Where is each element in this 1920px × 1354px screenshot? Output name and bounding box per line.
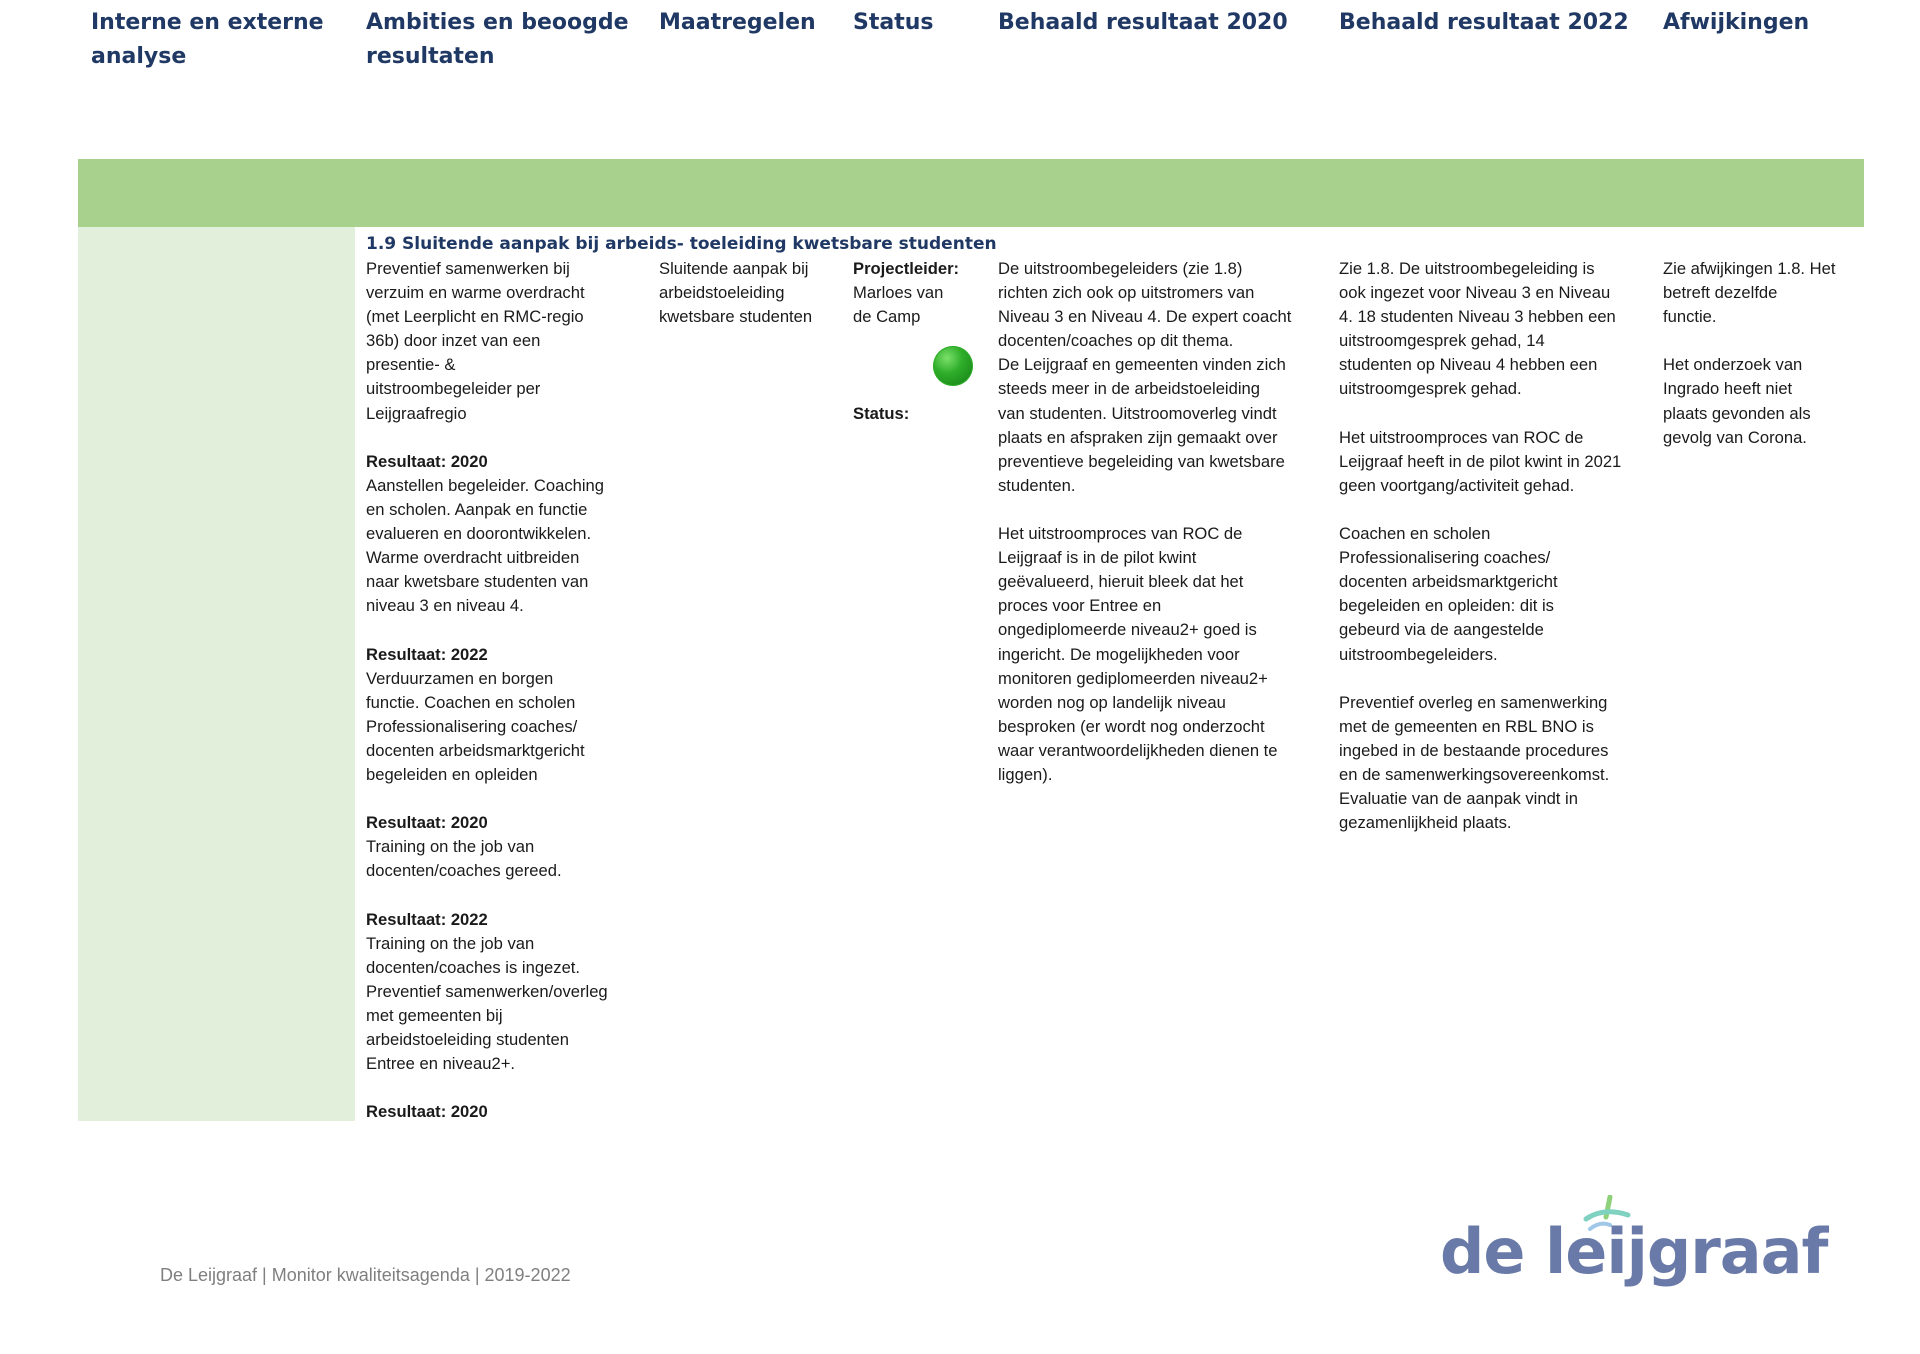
result-text: Verduurzamen en borgen functie. Coachen en scholen Professionalisering coaches/ docenten arbeidsmarktgericht begeleiden en opleiden — [366, 668, 585, 784]
header-result-2020: Behaald resultaat 2020 — [998, 10, 1288, 35]
result-2022-paragraph: Zie 1.8. De uitstroombegeleiding is ook ingezet voor Niveau 3 en Niveau 4. 18 studenten Niveau 3 hebben een uitstroomgesprek gehad, 14 studenten op Niveau 4 hebben een uitstroomgesprek gehad. — [1339, 259, 1616, 399]
measures-column — [659, 257, 844, 329]
table-header-row — [78, 159, 1864, 227]
page-footer: De Leijgraaf | Monitor kwaliteitsagenda | 2019-2022 — [160, 1265, 571, 1285]
result-label: Resultaat: 2020 — [366, 1102, 488, 1122]
header-ambitions: Ambities en beoogde resultaten — [366, 10, 629, 69]
deviations-paragraph: Zie afwijkingen 1.8. Het betreft dezelfde functie. — [1663, 259, 1836, 327]
header-deviations: Afwijkingen — [1663, 10, 1810, 35]
header-analysis: Interne en externe analyse — [91, 10, 324, 69]
measures-text: Sluitende aanpak bij arbeidstoeleiding kwetsbare studenten — [659, 259, 813, 327]
ambitions-intro: Preventief samenwerken bij verzuim en warme overdracht (met Leerplicht en RMC-regio 36b) door inzet van een presentie- & uitstroombegeleider per Leijgraafregio — [366, 259, 585, 423]
status-label: Status: — [853, 404, 910, 423]
result-text: Training on the job van docenten/coaches is ingezet. Preventief samenwerken/overleg met gemeenten bij arbeidstoeleiding studenten Entree en niveau2+. — [366, 933, 608, 1074]
ambitions-column — [366, 257, 656, 1124]
analysis-column — [78, 227, 355, 1121]
header-status: Status — [853, 10, 934, 35]
header-result-2022: Behaald resultaat 2022 — [1339, 10, 1629, 35]
result-text: Aanstellen begeleider. Coaching en scholen. Aanpak en functie evalueren en doorontwikkelen. Warme overdracht uitbreiden naar kwetsbare studenten van niveau 3 en niveau 4. — [366, 475, 605, 616]
project-leader-name: Marloes van de Camp — [853, 283, 944, 327]
result-label: Resultaat: 2022 — [366, 644, 488, 664]
result-label: Resultaat: 2022 — [366, 909, 488, 929]
section-title: 1.9 Sluitende aanpak bij arbeids- toeleiding kwetsbare studenten — [366, 234, 997, 254]
status-indicator-icon — [933, 346, 973, 386]
project-leader-label: Projectleider: — [853, 259, 960, 278]
company-logo — [1440, 1195, 1828, 1305]
result-2022-paragraph: Preventief overleg en samenwerking met de gemeenten en RBL BNO is ingebed in de bestaande procedures en de samenwerkingsovereenkomst. Evaluatie van de aanpak vindt in gezamenlijkheid plaats. — [1339, 692, 1610, 833]
status-column — [853, 257, 983, 329]
result-2022-column — [1339, 257, 1659, 835]
deviations-paragraph: Het onderzoek van Ingrado heeft niet plaats gevonden als gevolg van Corona. — [1663, 355, 1811, 447]
result-label: Resultaat: 2020 — [366, 813, 488, 833]
result-label: Resultaat: 2020 — [366, 451, 488, 471]
result-text: Training on the job van docenten/coaches gereed. — [366, 837, 562, 881]
header-measures: Maatregelen — [659, 10, 816, 35]
logo-wordmark: de leijgraaf — [1440, 1215, 1828, 1288]
result-2020-paragraph: Het uitstroomproces van ROC de Leijgraaf is in de pilot kwint geëvalueerd, hieruit bleek dat het proces voor Entree en ongediplomeerde niveau2+ goed is ingericht. De mogelijkheden voor monitoren gediplomeerden niveau2+ worden nog op landelijk niveau besproken (er wordt nog onderzocht waar verantwoordelijkheden dienen te liggen). — [998, 524, 1278, 784]
result-2022-paragraph: Het uitstroomproces van ROC de Leijgraaf heeft in de pilot kwint in 2021 geen voortgang/activiteit gehad. — [1339, 427, 1622, 495]
result-2020-paragraph: De uitstroombegeleiders (zie 1.8) richten zich ook op uitstromers van Niveau 3 en Niveau 4. De expert coacht docenten/coaches op dit thema. De Leijgraaf en gemeenten vinden zich steeds meer in de arbeidstoeleiding van studenten. Uitstroomoverleg vindt plaats en afspraken zijn gemaakt over preventieve begeleiding van kwetsbare studenten. — [998, 259, 1292, 495]
result-2022-paragraph: Coachen en scholen Professionalisering coaches/ docenten arbeidsmarktgericht begeleiden en opleiden: dit is gebeurd via de aangestelde uitstroombegeleiders. — [1339, 524, 1558, 664]
result-2020-column — [998, 257, 1333, 787]
deviations-column — [1663, 257, 1863, 450]
